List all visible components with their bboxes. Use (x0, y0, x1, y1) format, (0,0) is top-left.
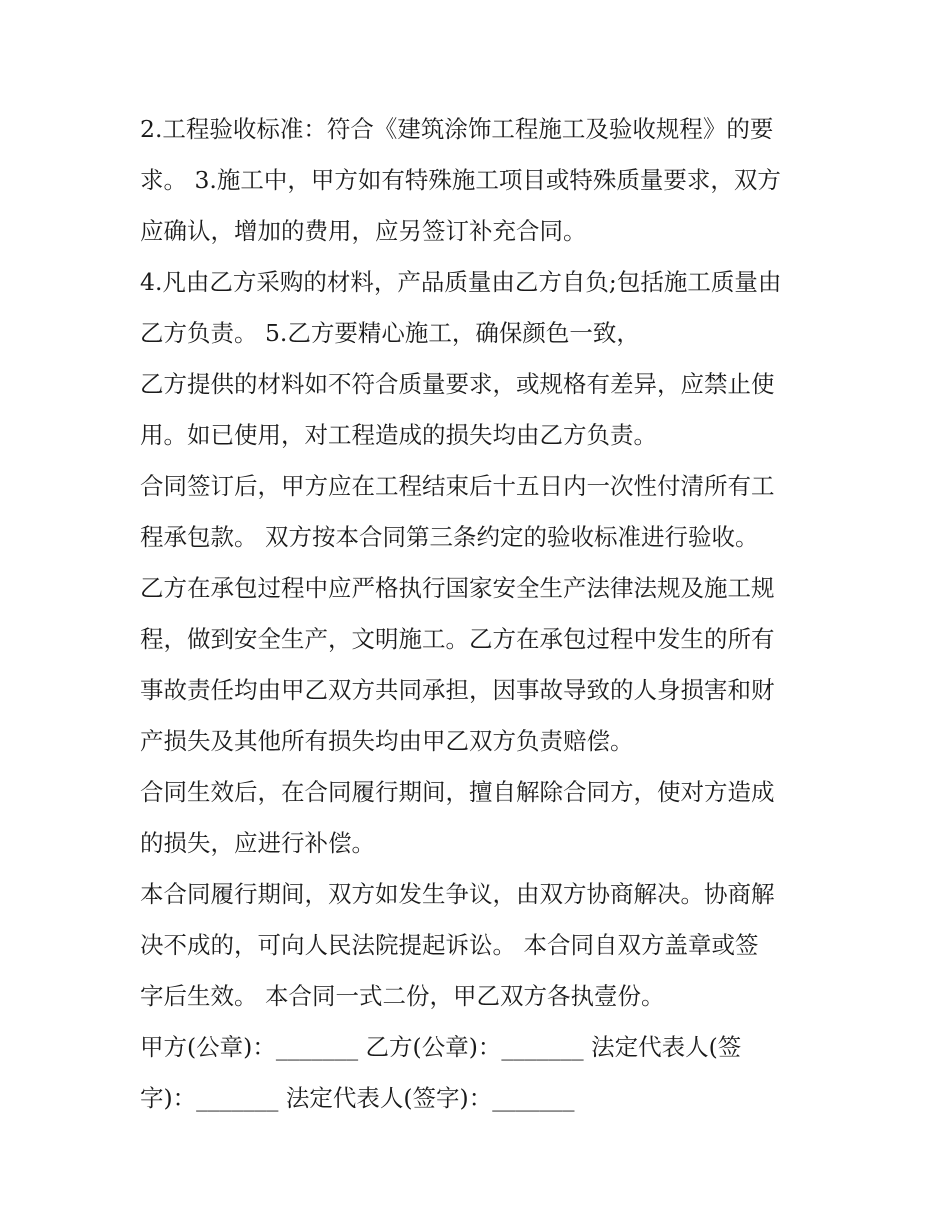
text-line: 合同签订后，甲方应在工程结束后十五日内一次性付清所有工 (140, 472, 775, 500)
text-line: 本合同履行期间，双方如发生争议，由双方协商解决。协商解 (140, 880, 775, 908)
text-line: 决不成的，可向人民法院提起诉讼。 本合同自双方盖章或签 (140, 931, 759, 959)
text-line: 乙方提供的材料如不符合质量要求，或规格有差异，应禁止使 (140, 370, 775, 398)
text-line: 程承包款。 双方按本合同第三条约定的验收标准进行验收。 (140, 523, 759, 551)
contract-body (140, 104, 820, 1124)
text-line: 2.工程验收标准：符合《建筑涂饰工程施工及验收规程》的要 (140, 115, 774, 143)
text-line: 乙方负责。 5.乙方要精心施工，确保颜色一致， (140, 319, 640, 347)
text-line: 4.凡由乙方采购的材料，产品质量由乙方自负;包括施工质量由 (140, 268, 782, 296)
text-line: 合同生效后，在合同履行期间，擅自解除合同方，使对方造成 (140, 778, 775, 806)
text-line: 用。如已使用，对工程造成的损失均由乙方负责。 (140, 421, 657, 449)
text-line: 字后生效。 本合同一式二份，甲乙双方各执壹份。 (140, 982, 665, 1010)
text-line: 求。 3.施工中，甲方如有特殊施工项目或特殊质量要求，双方 (140, 166, 781, 194)
signature-line: 甲方(公章)：_______ 乙方(公章)：_______ 法定代表人(签 (140, 1033, 742, 1061)
text-line: 程，做到安全生产，文明施工。乙方在承包过程中发生的所有 (140, 625, 775, 653)
text-line: 事故责任均由甲乙双方共同承担，因事故导致的人身损害和财 (140, 676, 775, 704)
text-line: 应确认，增加的费用，应另签订补充合同。 (140, 217, 587, 245)
text-line: 产损失及其他所有损失均由甲乙双方负责赔偿。 (140, 727, 634, 755)
signature-line: 字)：_______ 法定代表人(签字)：_______ (140, 1084, 575, 1112)
text-line: 的损失，应进行补偿。 (140, 829, 375, 857)
text-line: 乙方在承包过程中应严格执行国家安全生产法律法规及施工规 (140, 574, 775, 602)
